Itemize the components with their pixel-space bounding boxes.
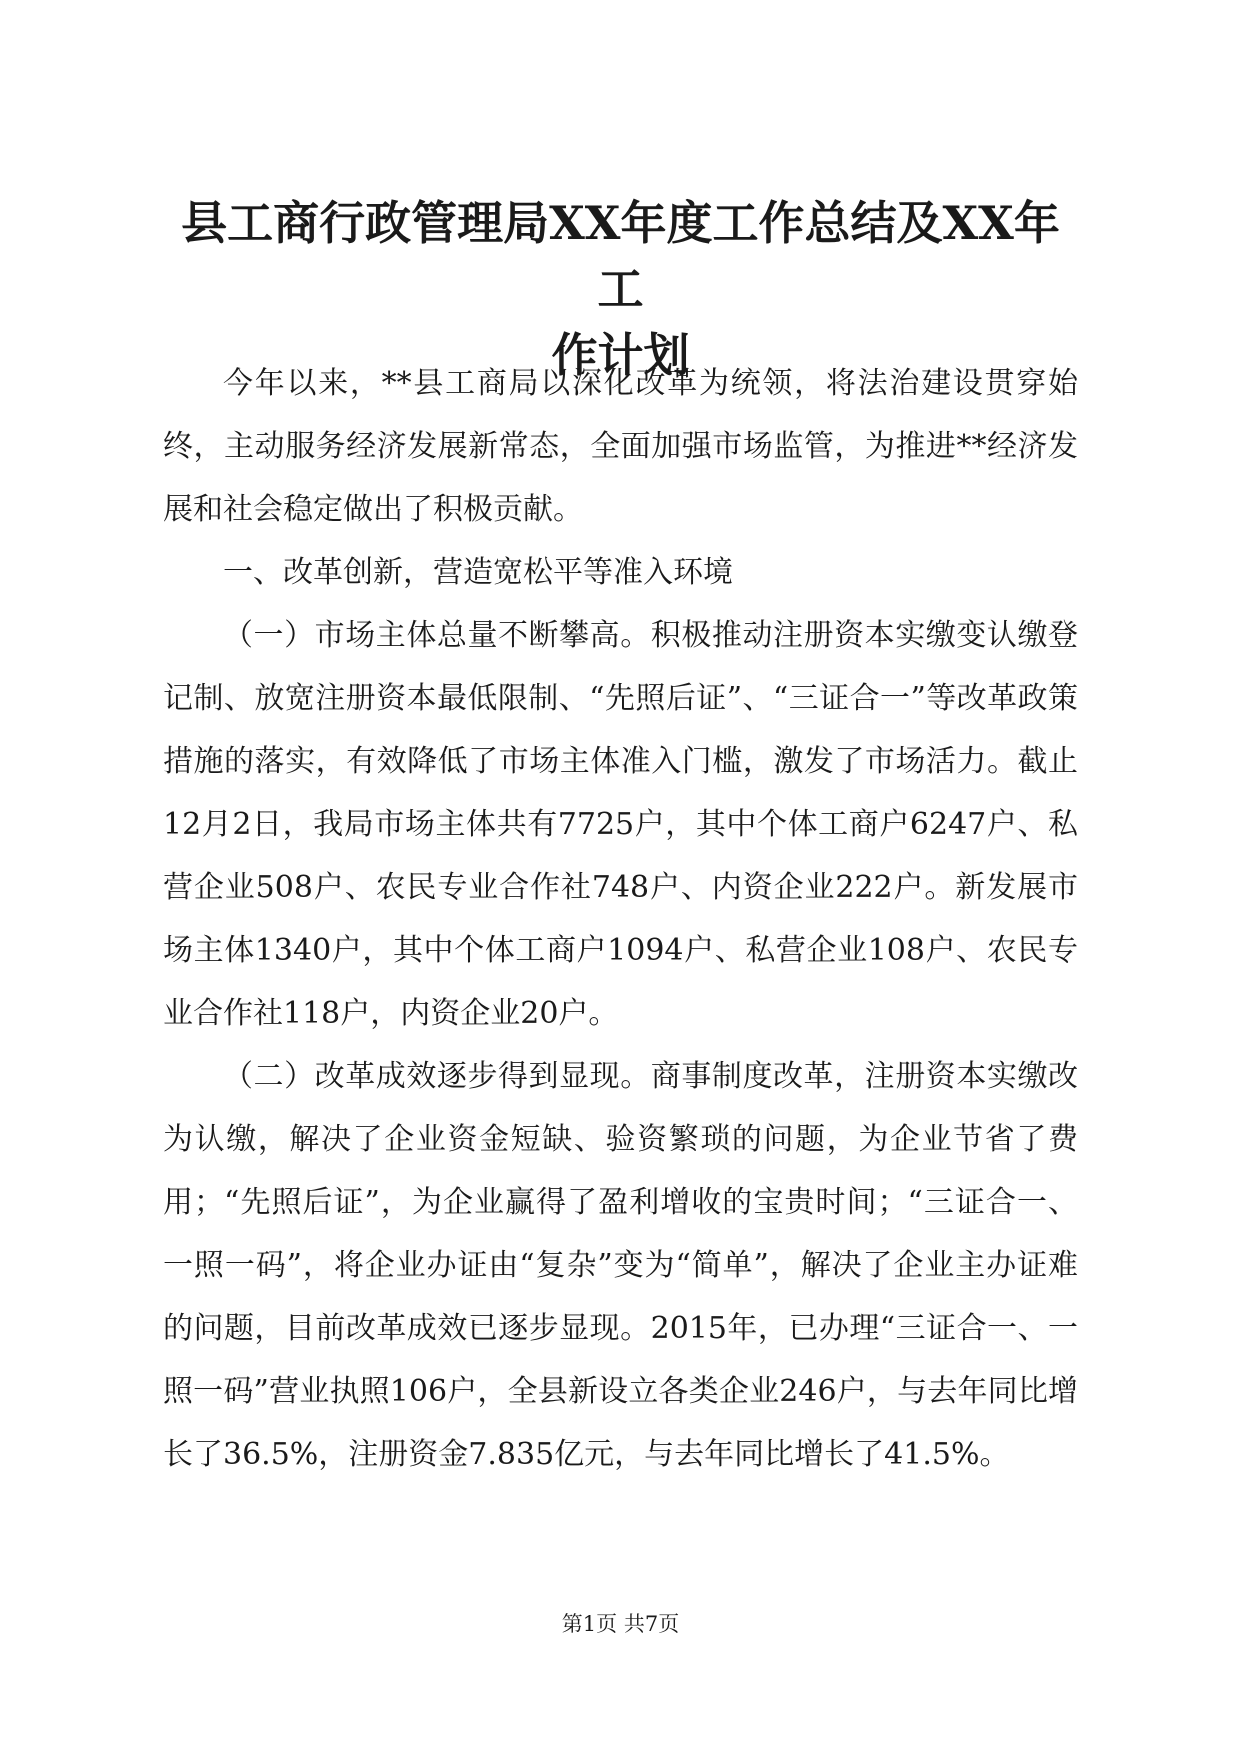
subsection-paragraph-1: （一）市场主体总量不断攀高。积极推动注册资本实缴变认缴登记制、放宽注册资本最低限制、“先照后证”、“三证合一”等改革政策措施的落实，有效降低了市场主体准入门槛，激发了市场活力。截止12月2日，我局市场主体共有7725户，其中个体工商户6247户、私营企业508户、农民专业合作社748户、内资企业222户。新发展市场主体1340户，其中个体工商户1094户、私营企业108户、农民专业合作社118户，内资企业20户。 xyxy=(163,618,1078,1031)
document-page xyxy=(163,0,1078,1754)
title-line-2: 作计划 xyxy=(551,328,690,382)
intro-paragraph: 今年以来，**县工商局以深化改革为统领，将法治建设贯穿始终，主动服务经济发展新常态，全面加强市场监管，为推进**经济发展和社会稳定做出了积极贡献。 xyxy=(163,366,1078,527)
subsection-paragraph-2: （二）改革成效逐步得到显现。商事制度改革，注册资本实缴改为认缴，解决了企业资金短缺、验资繁琐的问题，为企业节省了费用；“先照后证”，为企业赢得了盈利增收的宝贵时间；“三证合一、一照一码”，将企业办证由“复杂”变为“简单”，解决了企业主办证难的问题，目前改革成效已逐步显现。2015年，已办理“三证合一、一照一码”营业执照106户，全县新设立各类企业246户，与去年同比增长了36.5%，注册资金7.835亿元，与去年同比增长了41.5%。 xyxy=(163,1059,1078,1472)
page-footer: 第1页 共7页 xyxy=(561,1612,680,1636)
section-heading: 一、改革创新，营造宽松平等准入环境 xyxy=(223,555,733,590)
document-body xyxy=(163,352,1078,1486)
title-line-1: 县工商行政管理局XX年度工作总结及XX年工 xyxy=(181,196,1060,316)
